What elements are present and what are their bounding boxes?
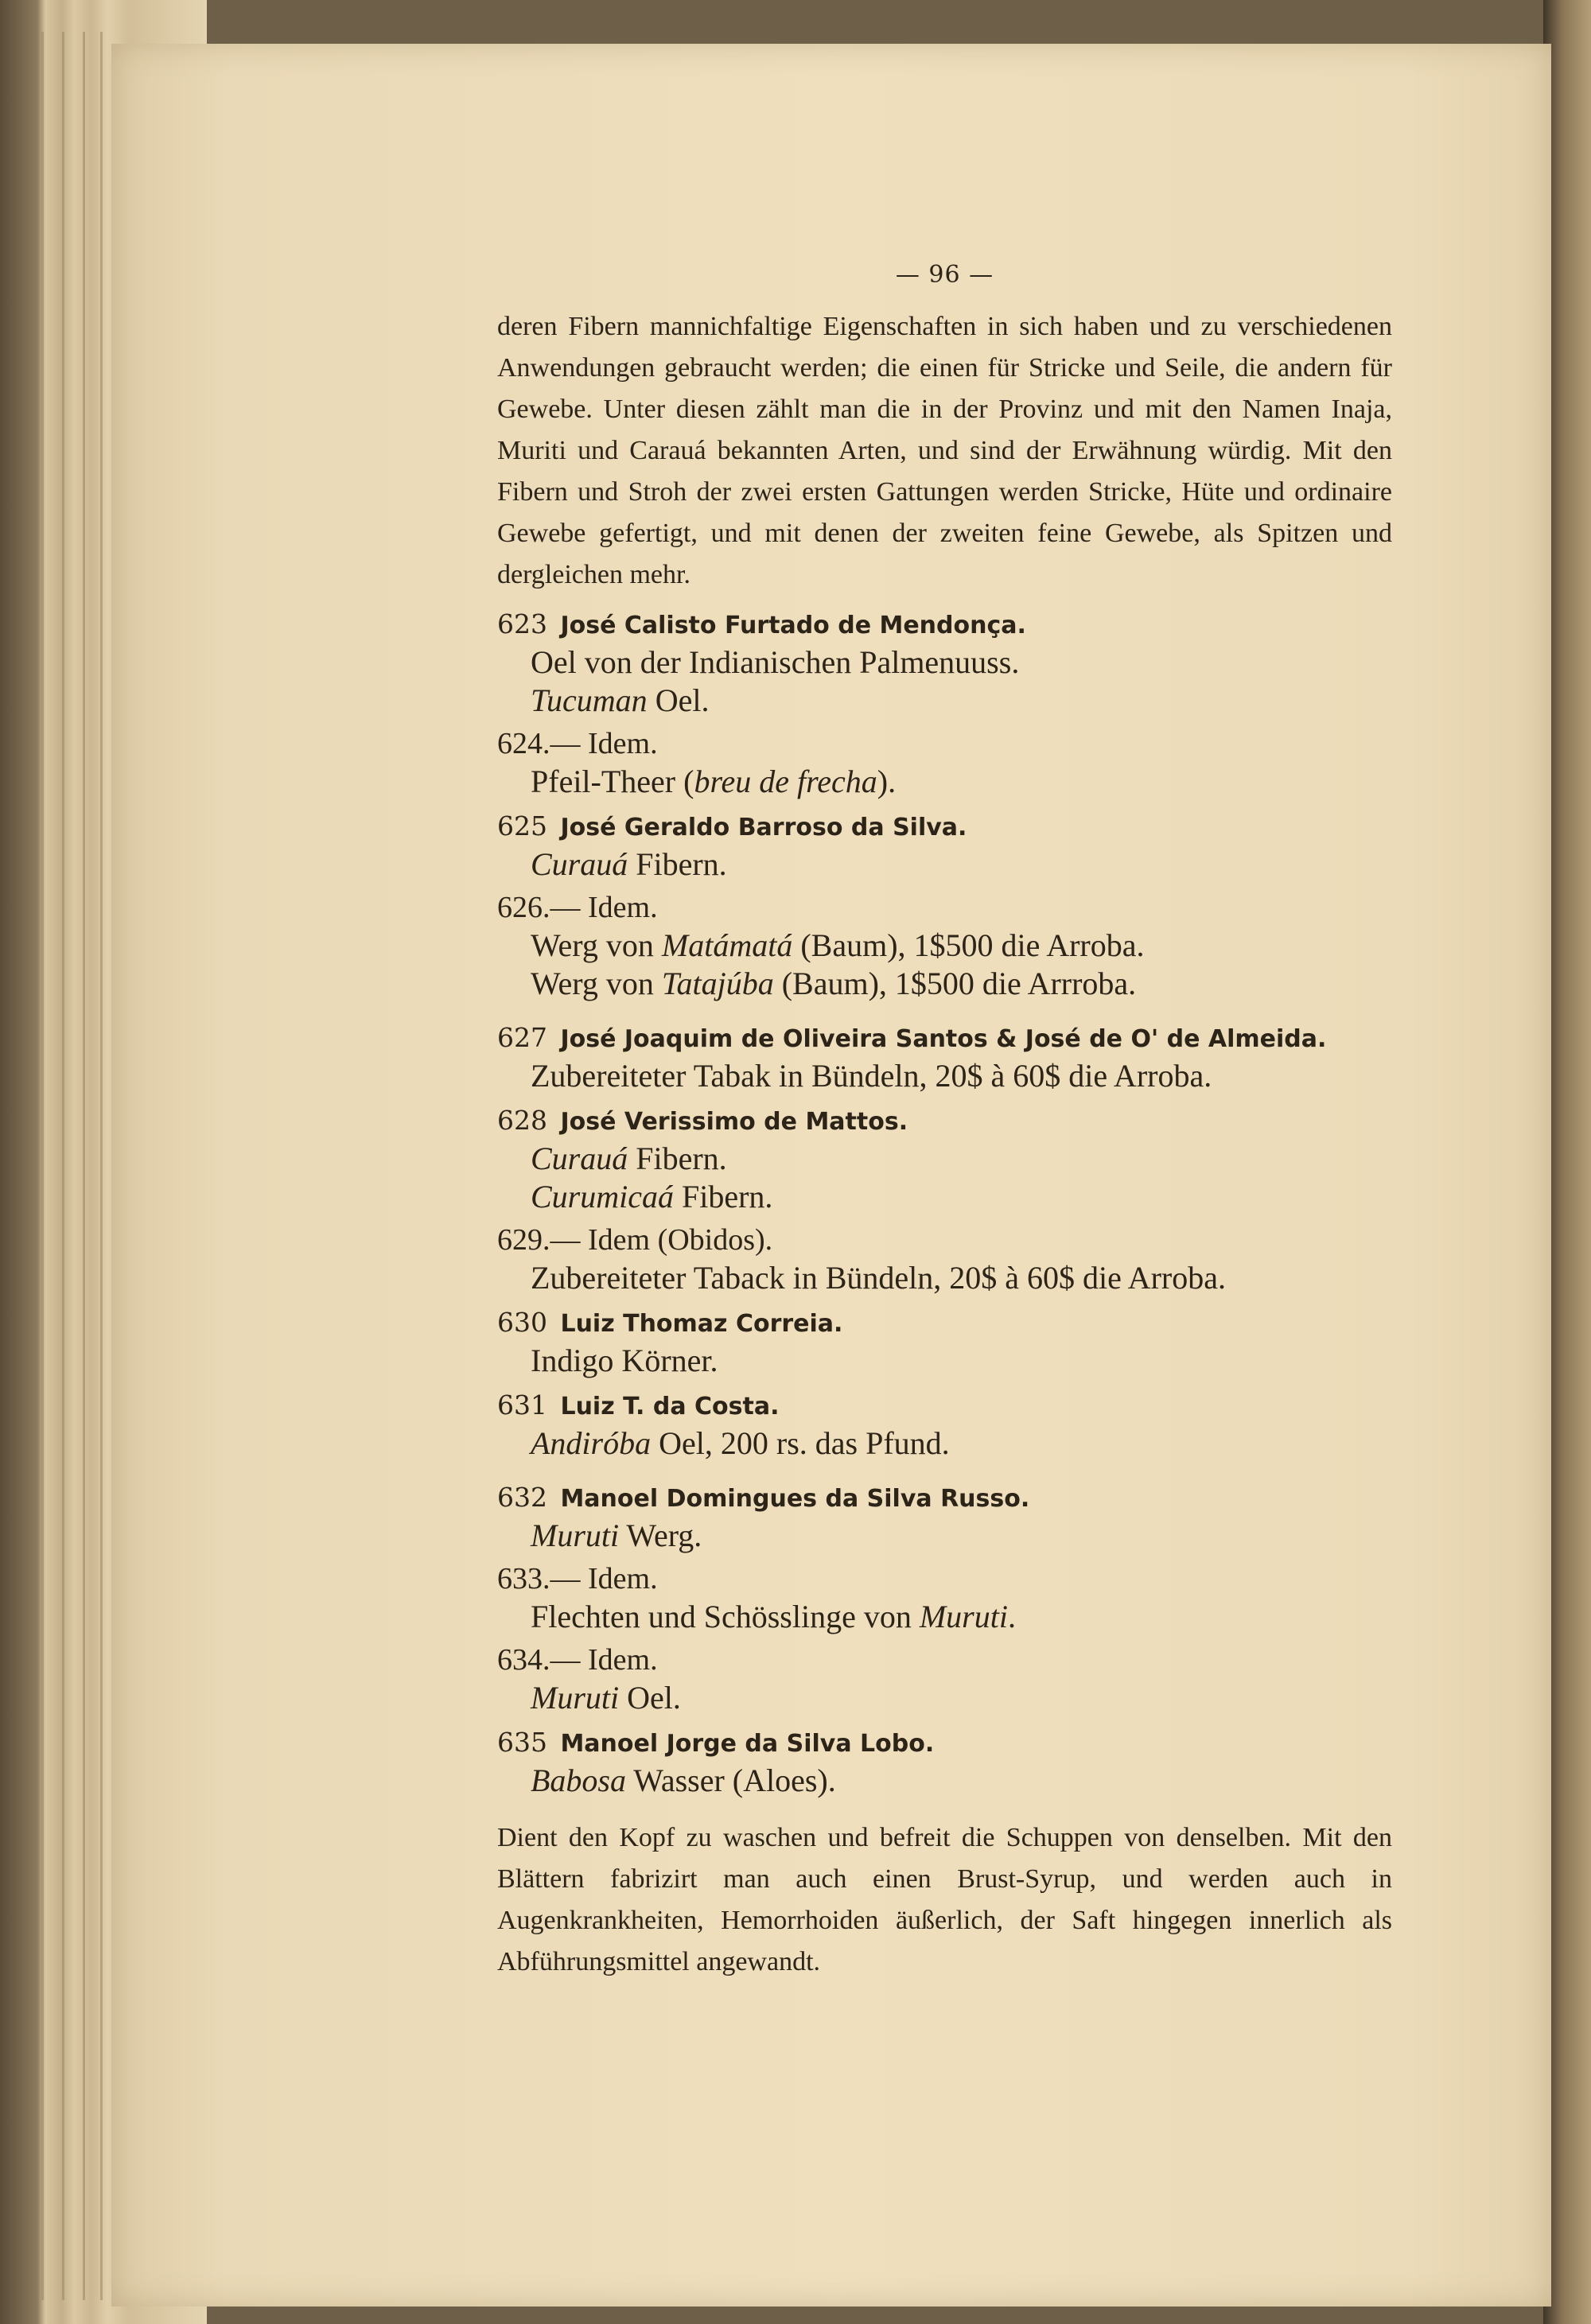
entry-line: Babosa Wasser (Aloes).	[531, 1762, 836, 1798]
entry-number: 628	[497, 1105, 547, 1136]
intro-paragraph: deren Fibern mannichfaltige Eigenschaften in sich haben und zu verschiedenen Anwendungen gebraucht werden; die einen für Stricke und Seile, die andern für Gewebe. Unter diesen zählt man die in der Provinz und mit den Namen Inaja, Muriti und Carauá bekannten Arten, und sind der Erwähnung würdig. Mit den Fibern und Stroh der zwei ersten Gattungen werden Stricke, Hüte und ordinaire Gewebe gefertigt, und mit denen der zweiten feine Gewebe, als Spitzen und dergleichen mehr.	[497, 312, 1392, 589]
entry-631-header	[497, 1388, 1392, 1424]
entry-number: 632	[497, 1482, 547, 1513]
entry-632-header	[497, 1480, 1392, 1517]
exhibitor-name: Manoel Domingues da Silva Russo.	[560, 1485, 1030, 1513]
page-edge	[41, 32, 44, 2300]
exhibitor-name: José Verissimo de Mattos.	[560, 1108, 908, 1136]
entry-line: Flechten und Schösslinge von Muruti.	[531, 1599, 1016, 1634]
exhibitor-name: José Geraldo Barroso da Silva.	[560, 814, 967, 841]
exhibitor-name: José Joaquim de Oliveira Santos & José de O' de Almeida.	[560, 1025, 1327, 1053]
entry-625-header	[497, 809, 1392, 845]
entry-630-header	[497, 1305, 1392, 1342]
entry-623-header	[497, 607, 1392, 643]
entry-line: Zubereiteter Tabak in Bündeln, 20$ à 60$ die Arroba.	[531, 1058, 1212, 1094]
entry-line: Curauá Fibern.	[531, 846, 727, 882]
entry-635-header	[497, 1725, 1392, 1762]
exhibitor-name: José Calisto Furtado de Mendonça.	[560, 612, 1026, 639]
final-paragraph: Dient den Kopf zu waschen und befreit die Schuppen von denselben. Mit den Blättern fabrizirt man auch einen Brust-Syrup, und werden auch in Augenkrankheiten, Hemorrhoiden äußerlich, der Saft hingegen innerlich als Abführungsmittel angewandt.	[497, 1823, 1392, 1976]
entry-line: Curauá Fibern.	[531, 1141, 727, 1176]
entry-line: Tucuman Oel.	[531, 682, 710, 718]
entry-number: 635	[497, 1727, 547, 1758]
entry-line: Andiróba Oel, 200 rs. das Pfund.	[531, 1425, 950, 1461]
entry-624-header: 624.— Idem.	[497, 727, 658, 760]
entry-633-header: 633.— Idem.	[497, 1562, 658, 1595]
entry-number: 623	[497, 608, 547, 639]
page-edge	[100, 32, 103, 2300]
entry-627-header	[497, 1020, 1392, 1057]
entry-line: Oel von der Indianischen Palmenuuss.	[531, 644, 1020, 680]
entry-628-header	[497, 1103, 1392, 1140]
entry-line: Muruti Oel.	[531, 1680, 681, 1716]
entry-629-header: 629.— Idem (Obidos).	[497, 1223, 773, 1257]
page-number: — 96 —	[895, 261, 994, 289]
entry-number: 627	[497, 1022, 547, 1053]
entry-626-header: 626.— Idem.	[497, 891, 658, 924]
entry-line: Werg von Matámatá (Baum), 1$500 die Arroba.	[531, 927, 1145, 963]
page-text	[497, 261, 1392, 1983]
page-edge	[62, 32, 64, 2300]
entry-line: Muruti Werg.	[531, 1518, 702, 1553]
exhibitor-name: Manoel Jorge da Silva Lobo.	[560, 1730, 935, 1758]
exhibitor-name: Luiz T. da Costa.	[560, 1393, 780, 1420]
entry-number: 630	[497, 1307, 547, 1338]
exhibitor-name: Luiz Thomaz Correia.	[560, 1310, 843, 1338]
entry-634-header: 634.— Idem.	[497, 1643, 658, 1677]
entry-line: Indigo Körner.	[531, 1343, 718, 1378]
entry-line: Werg von Tatajúba (Baum), 1$500 die Arrroba.	[531, 966, 1137, 1001]
entry-number: 631	[497, 1389, 547, 1420]
entry-line: Pfeil-Theer (breu de frecha).	[531, 764, 897, 799]
entry-line: Curumicaá Fibern.	[531, 1179, 773, 1214]
entry-number: 625	[497, 810, 547, 841]
entry-line: Zubereiteter Taback in Bündeln, 20$ à 60$ die Arroba.	[531, 1260, 1226, 1296]
page-edge	[83, 32, 85, 2300]
